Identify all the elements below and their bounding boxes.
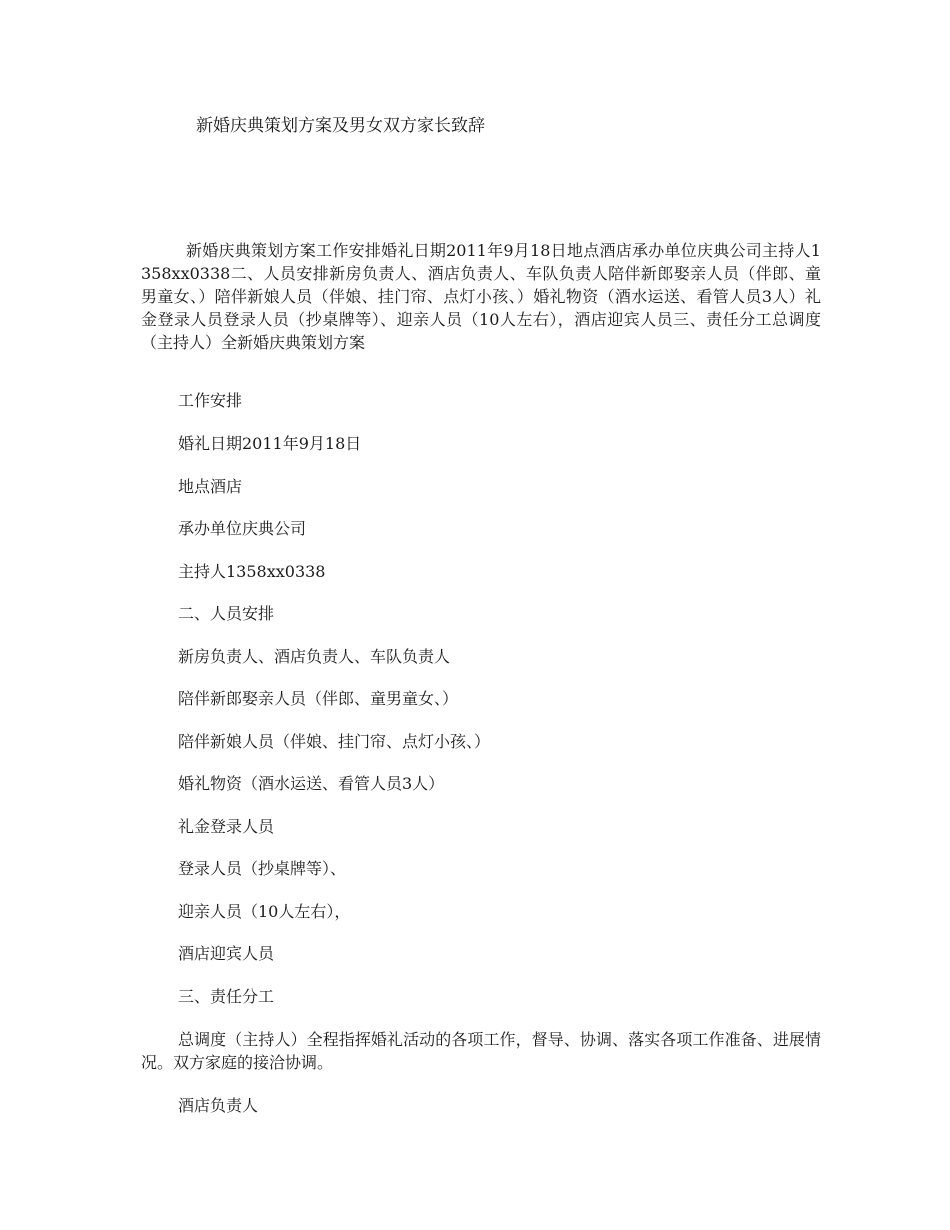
duty-paragraph: 总调度（主持人）全程指挥婚礼活动的各项工作，督导、协调、落实各项工作准备、进展情况。双方家庭的接洽协调。 bbox=[141, 1030, 821, 1072]
list-item: 迎亲人员（10人左右）， bbox=[178, 902, 351, 921]
summary-paragraph: 新婚庆典策划方案工作安排婚礼日期2011年9月18日地点酒店承办单位庆典公司主持人1358xx0338二、人员安排新房负责人、酒店负责人、车队负责人陪伴新郎娶亲人员（伴郎、童男童女、）陪伴新娘人员（伴娘、挂门帘、点灯小孩、）婚礼物资（酒水运送、看管人员3人）礼金登录人员登录人员（抄桌牌等）、迎亲人员（10人左右），酒店迎宾人员三、责任分工总调度（主持人）全新婚庆典策划方案 bbox=[141, 241, 821, 352]
host-contact: 主持人1358xx0338 bbox=[178, 562, 326, 581]
list-item: 婚礼物资（酒水运送、看管人员3人） bbox=[178, 774, 445, 793]
list-item: 登录人员（抄桌牌等）、 bbox=[178, 859, 347, 878]
section-responsibilities: 三、责任分工 bbox=[178, 987, 275, 1006]
section-staffing: 二、人员安排 bbox=[178, 604, 275, 623]
document-title: 新婚庆典策划方案及男女双方家长致辞 bbox=[196, 116, 485, 136]
organizer: 承办单位庆典公司 bbox=[178, 519, 307, 538]
list-item: 新房负责人、酒店负责人、车队负责人 bbox=[178, 647, 451, 666]
section-work-arrangement: 工作安排 bbox=[178, 391, 243, 410]
list-item: 酒店迎宾人员 bbox=[178, 944, 275, 963]
venue: 地点酒店 bbox=[178, 477, 243, 496]
list-item: 酒店负责人 bbox=[178, 1096, 259, 1115]
list-item: 陪伴新郎娶亲人员（伴郎、童男童女、） bbox=[178, 689, 459, 708]
wedding-date: 婚礼日期2011年9月18日 bbox=[178, 434, 362, 453]
list-item: 礼金登录人员 bbox=[178, 817, 275, 836]
list-item: 陪伴新娘人员（伴娘、挂门帘、点灯小孩、） bbox=[178, 732, 491, 751]
